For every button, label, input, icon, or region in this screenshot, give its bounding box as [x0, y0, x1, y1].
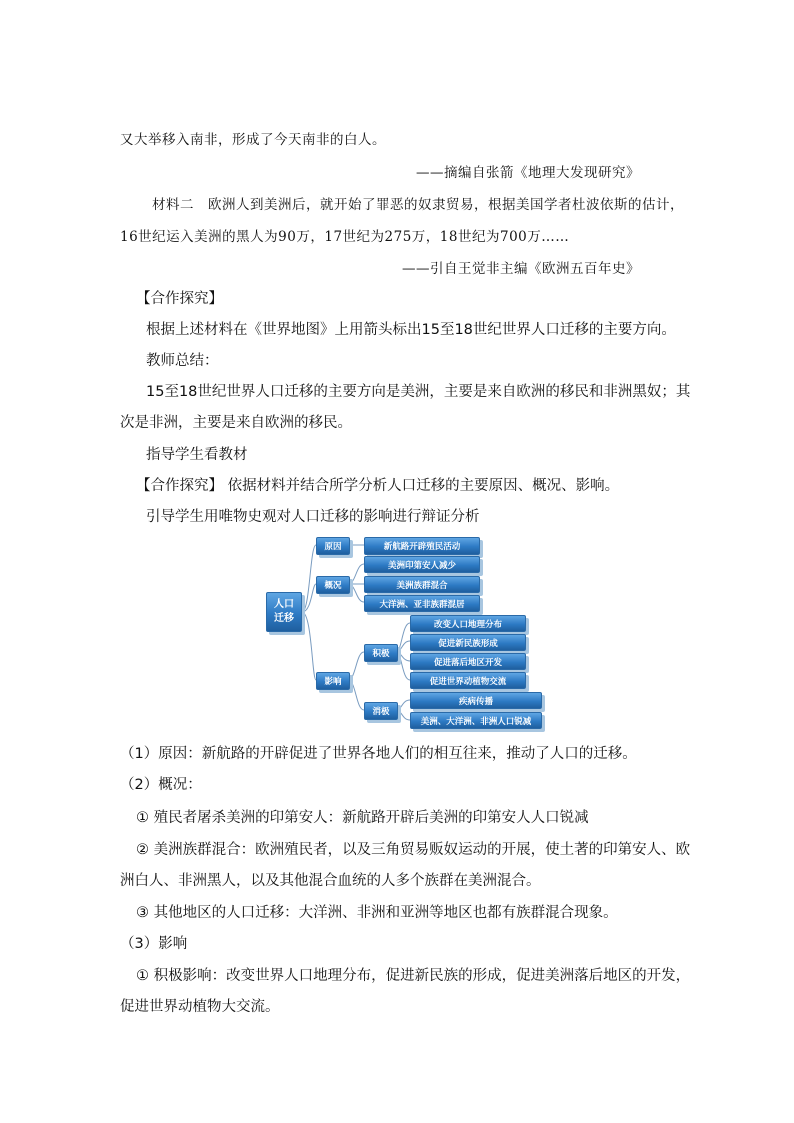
negative-item: 疾病传播 — [410, 692, 542, 709]
paragraph: 指导学生看教材 — [146, 447, 248, 463]
population-migration-diagram — [260, 532, 550, 734]
point-line: 洲白人、非洲黑人，以及其他混合血统的人多个族群在美洲混合。 — [120, 873, 541, 889]
material2-source: ——引自王觉非主编《欧洲五百年史》 — [402, 261, 640, 277]
point-line: ② 美洲族群混合：欧洲殖民者，以及三角贸易贩奴运动的开展，使土著的印第安人、欧 — [136, 842, 691, 858]
point-line: ③ 其他地区的人口迁移：大洋洲、非洲和亚洲等地区也都有族群混合现象。 — [136, 905, 618, 921]
point-line: ① 积极影响：改变世界人口地理分布，促进新民族的形成，促进美洲落后地区的开发， — [136, 968, 691, 984]
point-line: （1）原因：新航路的开辟促进了世界各地人们的相互往来，推动了人口的迁移。 — [120, 746, 637, 762]
root-label-line1: 人口 — [274, 599, 294, 610]
paragraph: 【合作探究】 依据材料并结合所学分析人口迁移的主要原因、概况、影响。 — [136, 478, 620, 494]
root-node — [266, 592, 302, 632]
paragraph: 次是非洲，主要是来自欧洲的移民。 — [120, 415, 352, 431]
negative-node: 消极 — [364, 702, 398, 720]
cause-node: 原因 — [316, 537, 350, 555]
positive-item: 改变人口地理分布 — [410, 615, 526, 632]
excerpt-line: 又大举移入南非，形成了今天南非的白人。 — [120, 132, 386, 148]
point-line: （2）概况： — [120, 777, 202, 793]
material2-line2: 16世纪运入美洲的黑人为90万，17世纪为275万，18世纪为700万…… — [120, 229, 570, 245]
paragraph: 15至18世纪世界人口迁移的主要方向是美洲，主要是来自欧洲的移民和非洲黑奴；其 — [146, 384, 691, 400]
paragraph: 根据上述材料在《世界地图》上用箭头标出15至18世纪世界人口迁移的主要方向。 — [146, 322, 676, 338]
point-line: 促进世界动植物大交流。 — [120, 999, 280, 1015]
section-heading: 【合作探究】 — [136, 291, 223, 307]
material2-line1: 材料二 欧洲人到美洲后，就开始了罪恶的奴隶贸易，根据美国学者杜波依斯的估计， — [152, 197, 684, 213]
impact-node: 影响 — [316, 672, 350, 690]
negative-item: 美洲、大洋洲、非洲人口锐减 — [410, 712, 542, 729]
positive-item: 促进新民族形成 — [410, 634, 526, 651]
positive-item: 促进世界动植物交流 — [410, 672, 526, 689]
point-line: ① 殖民者屠杀美洲的印第安人：新航路开辟后美洲的印第安人人口锐减 — [136, 810, 589, 826]
paragraph: 引导学生用唯物史观对人口迁移的影响进行辩证分析 — [146, 509, 480, 525]
root-label-line2: 迁移 — [274, 613, 294, 624]
overview-item: 美洲族群混合 — [364, 576, 480, 593]
excerpt-source: ——摘编自张箭《地理大发现研究》 — [416, 165, 640, 181]
overview-item: 美洲印第安人减少 — [364, 556, 480, 573]
overview-item: 大洋洲、亚非族群混居 — [364, 595, 480, 612]
paragraph: 教师总结： — [146, 353, 219, 369]
overview-node: 概况 — [316, 576, 350, 594]
point-line: （3）影响 — [120, 936, 188, 952]
cause-item: 新航路开辟殖民活动 — [364, 537, 480, 555]
positive-node: 积极 — [364, 644, 398, 662]
positive-item: 促进落后地区开发 — [410, 653, 526, 670]
